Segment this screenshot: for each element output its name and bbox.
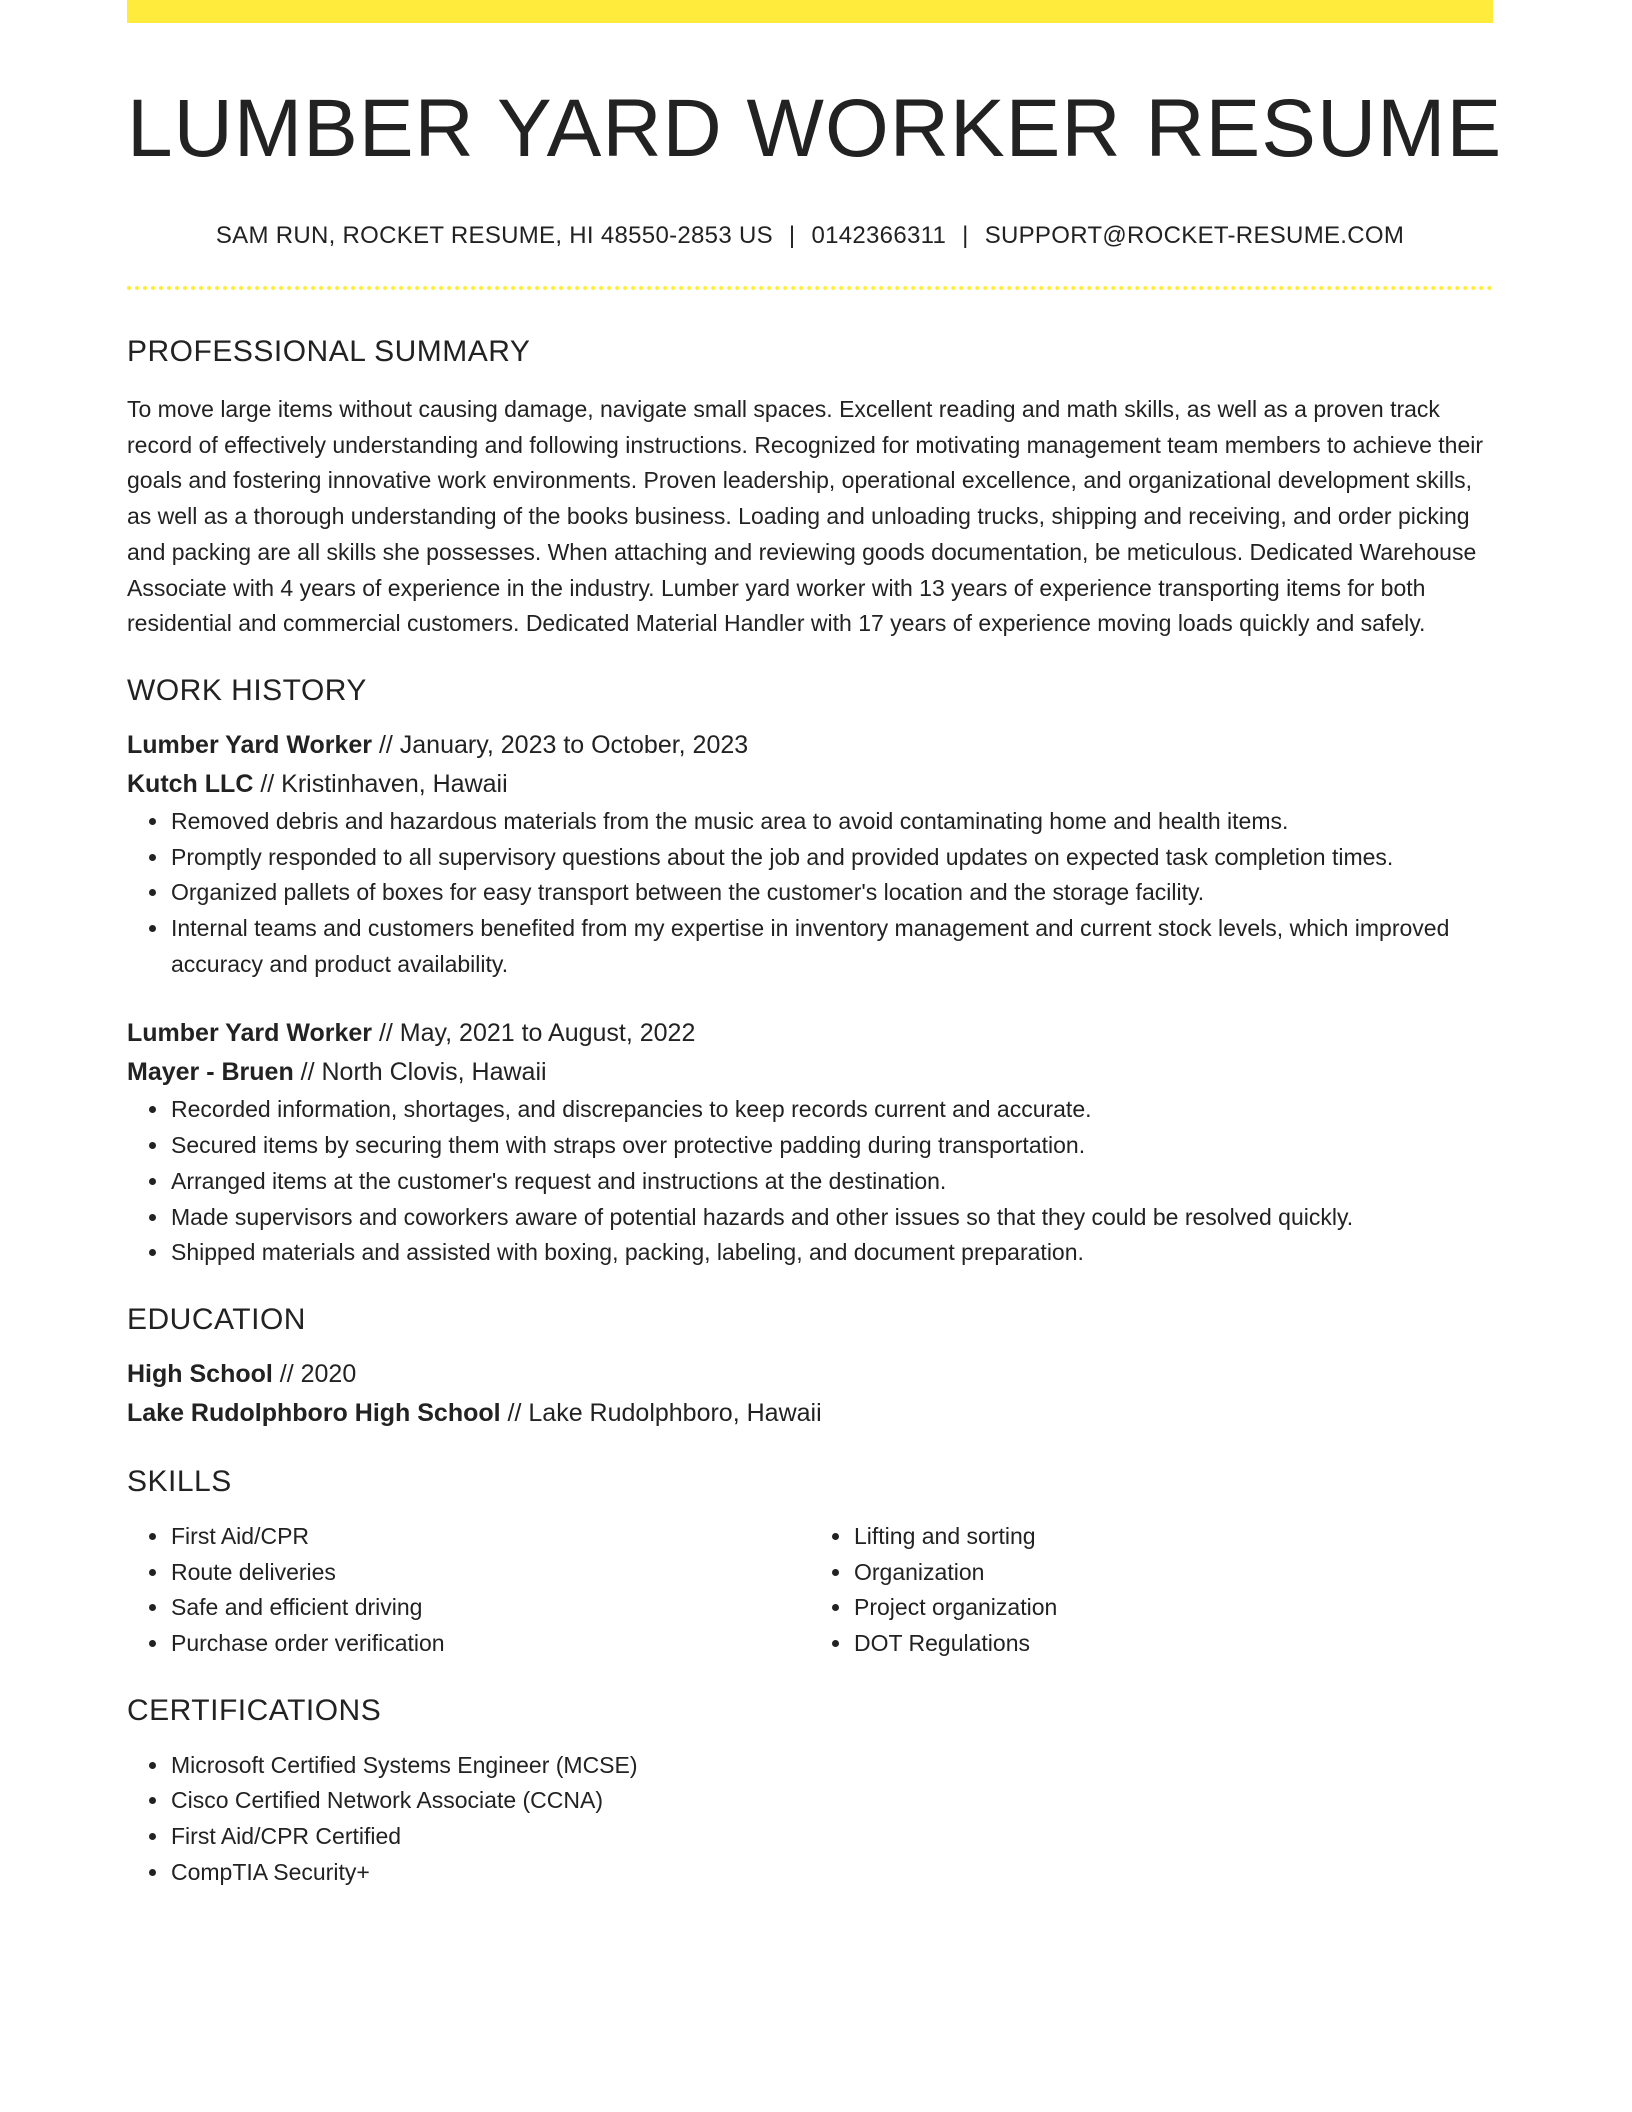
summary-heading: PROFESSIONAL SUMMARY [127,335,531,368]
skill-item: • DOT Regulations [853,1626,1493,1662]
accent-top-bar [127,0,1493,23]
contact-separator: | [962,222,969,249]
skill-item: • First Aid/CPR [170,1519,810,1555]
job-title: Lumber Yard Worker [127,1019,372,1048]
job-company: Kutch LLC [127,769,254,798]
contact-address: SAM RUN, ROCKET RESUME, HI 48550-2853 US [215,222,773,249]
education-degree-line [127,1355,1493,1394]
job-bullet: • Made supervisors and coworkers aware of potential hazards and other issues so that they could be resolved quickly. [170,1200,1493,1236]
skill-item: • Organization [853,1555,1493,1591]
job-title-line [127,726,1493,765]
education-year: // 2020 [272,1359,357,1388]
skills-column-left [127,1519,810,1662]
education-school-line [127,1394,1493,1433]
certifications-list [127,1748,1493,1891]
job-bullet: • Promptly responded to all supervisory questions about the job and provided updates on expected task completion times. [170,840,1493,876]
resume-title: LUMBER YARD WORKER RESUME [127,83,1503,174]
skill-item: • Lifting and sorting [853,1519,1493,1555]
certification-item: • First Aid/CPR Certified [170,1819,1493,1855]
education-heading: EDUCATION [127,1302,306,1336]
contact-separator: | [788,222,796,249]
summary-text: To move large items without causing damage, navigate small spaces. Excellent reading and math skills, as well as a proven track record of effectively understanding and following instructions. Recognized for motivating management team members to achieve their goals and fostering innovative work environments. Proven leadership, operational excellence, and organizational development skills, as well as a thorough understanding of the books business. Loading and unloading trucks, shipping and receiving, and order picking and packing are all skills she possesses. When attaching and reviewing goods documentation, be meticulous. Dedicated Warehouse Associate with 4 years of experience in the industry. Lumber yard worker with 13 years of experience transporting items for both residential and commercial customers. Dedicated Material Handler with 17 years of experience moving loads quickly and safely. [127,396,1484,637]
skills-column-right [810,1519,1493,1662]
job-bullet: • Organized pallets of boxes for easy transport between the customer's location and the storage facility. [170,875,1493,911]
summary-section [127,334,1493,642]
education-school: Lake Rudolphboro High School [127,1398,501,1427]
education-section [127,1302,1493,1433]
job-title: Lumber Yard Worker [127,730,372,759]
job-bullet: • Shipped materials and assisted with boxing, packing, labeling, and document preparation. [170,1235,1493,1271]
job-bullet: • Secured items by securing them with straps over protective padding during transportation. [170,1128,1493,1164]
job-bullet: • Internal teams and customers benefited from my expertise in inventory management and current stock levels, which improved accuracy and product availability. [170,911,1493,982]
skills-heading: SKILLS [127,1464,232,1498]
job-bullet: • Recorded information, shortages, and discrepancies to keep records current and accurate. [170,1092,1493,1128]
job-bullet: • Arranged items at the customer's request and instructions at the destination. [170,1164,1493,1200]
certifications-section [127,1693,1493,1891]
job-dates: // May, 2021 to August, 2022 [372,1019,696,1048]
job-location: // Kristinhaven, Hawaii [253,769,508,798]
job-bullets [127,804,1493,983]
contact-line [127,221,1493,251]
job-entry [127,1014,1493,1271]
job-bullets [127,1092,1493,1271]
certification-item: • Cisco Certified Network Associate (CCNA) [170,1783,1493,1819]
contact-email: SUPPORT@ROCKET-RESUME.COM [984,222,1405,249]
work-history-section [127,673,1493,1271]
skill-item: • Route deliveries [170,1555,810,1591]
job-company-line [127,1053,1493,1092]
job-location: // North Clovis, Hawaii [293,1058,547,1087]
contact-phone: 0142366311 [811,222,947,249]
skill-item: • Purchase order verification [170,1626,810,1662]
skill-item: • Safe and efficient driving [170,1590,810,1626]
skill-item: • Project organization [853,1590,1493,1626]
certification-item: • CompTIA Security+ [170,1855,1493,1891]
skills-section [127,1464,1493,1662]
education-entry [127,1355,1493,1433]
header-divider [127,286,1493,290]
skills-grid [127,1519,1493,1662]
job-company-line [127,765,1493,804]
job-dates: // January, 2023 to October, 2023 [372,730,749,759]
job-bullet: • Removed debris and hazardous materials from the music area to avoid contaminating home and health items. [170,804,1493,840]
resume-page [127,0,1503,1891]
education-degree: High School [127,1359,273,1388]
certifications-heading: CERTIFICATIONS [127,1693,382,1727]
work-history-heading: WORK HISTORY [127,673,367,707]
job-title-line [127,1014,1493,1053]
job-company: Mayer - Bruen [127,1058,294,1087]
certification-item: • Microsoft Certified Systems Engineer (MCSE) [170,1748,1493,1784]
job-entry [127,726,1493,983]
education-location: // Lake Rudolphboro, Hawaii [500,1398,822,1427]
